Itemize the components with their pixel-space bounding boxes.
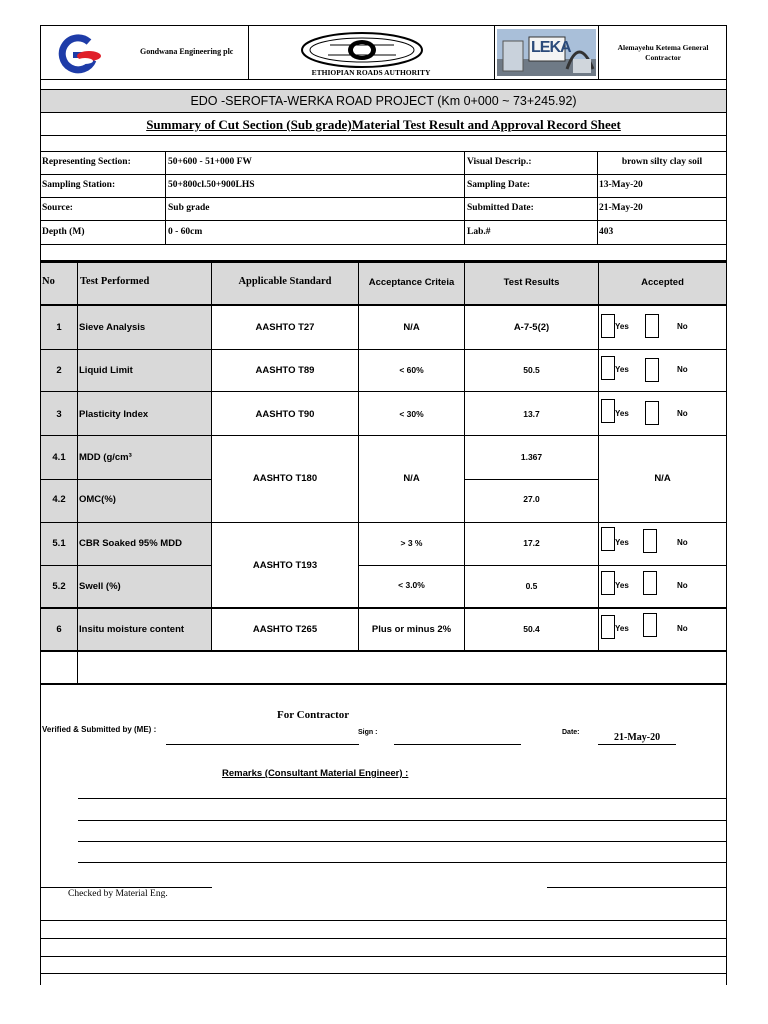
row-result: 17.2 (523, 538, 540, 548)
contractor-photo (497, 29, 596, 76)
checked-line (40, 887, 212, 888)
date-label: Date: (562, 729, 580, 736)
photo-sign-text: LEKA (531, 39, 571, 56)
company-logo (55, 34, 111, 79)
row-test: Liquid Limit (79, 365, 133, 376)
header-applicable-standard: Applicable Standard (238, 276, 332, 287)
border-line (40, 89, 727, 90)
date-value: 21-May-20 (614, 732, 661, 743)
remarks-line[interactable] (78, 841, 726, 842)
no-checkbox[interactable] (645, 314, 659, 338)
yes-checkbox[interactable] (601, 571, 615, 595)
submitted-date-label: Submitted Date: (467, 203, 534, 213)
group5-standard: AASHTO T193 (252, 560, 318, 571)
yes-checkbox[interactable] (601, 527, 615, 551)
border-line (40, 79, 727, 80)
authority-name: ETHIOPIAN ROADS AUTHORITY (311, 68, 431, 77)
checked-by-label: Checked by Material Eng. (68, 889, 168, 899)
approval-line (547, 887, 727, 888)
no-checkbox[interactable] (643, 613, 657, 637)
row-criteria: < 30% (399, 409, 424, 419)
sampling-station-label: Sampling Station: (42, 180, 116, 190)
visual-description-value: brown silty clay soil (621, 157, 703, 167)
sign-line[interactable] (394, 744, 521, 745)
contractor-line2: Contractor (645, 53, 681, 62)
row-criteria: < 60% (399, 365, 424, 375)
row-test: Swell (%) (79, 581, 121, 592)
remarks-line[interactable] (78, 862, 726, 863)
contractor-name (604, 43, 722, 63)
border-line (40, 135, 727, 136)
row-standard: AASHTO T27 (255, 322, 315, 333)
header-test-performed: Test Performed (80, 276, 150, 287)
row-criteria: N/A (403, 322, 420, 333)
row-result: 13.7 (523, 409, 540, 419)
yes-label: Yes (615, 538, 629, 547)
border-line (40, 112, 727, 113)
no-label: No (677, 409, 688, 418)
no-checkbox[interactable] (643, 529, 657, 553)
row-no: 1 (56, 322, 62, 333)
row-result: A-7-5(2) (513, 322, 550, 333)
yes-checkbox[interactable] (601, 356, 615, 380)
row-test: Sieve Analysis (79, 322, 146, 333)
sampling-date-label: Sampling Date: (467, 180, 531, 190)
sheet-title: Summary of Cut Section (Sub grade)Material Test Result and Approval Record Sheet (146, 117, 621, 132)
no-checkbox[interactable] (645, 401, 659, 425)
row-result: 1.367 (520, 452, 543, 462)
lab-number-label: Lab.# (467, 227, 491, 237)
yes-checkbox[interactable] (601, 314, 615, 338)
row-criteria: < 3.0% (398, 580, 425, 590)
company-name: Gondwana Engineering plc (140, 47, 234, 56)
no-label: No (677, 624, 688, 633)
border-line (40, 973, 727, 974)
row-test: CBR Soaked 95% MDD (79, 538, 182, 549)
border-line (40, 956, 727, 957)
yes-checkbox[interactable] (601, 399, 615, 423)
row-result: 50.5 (523, 365, 540, 375)
no-label: No (677, 581, 688, 590)
row-result: 0.5 (525, 581, 538, 591)
border-line (726, 25, 727, 985)
project-title: EDO -SEROFTA-WERKA ROAD PROJECT (Km 0+000 ~ 73+245.92) (190, 94, 577, 108)
row-criteria: Plus or minus 2% (371, 624, 452, 635)
remarks-line[interactable] (78, 820, 726, 821)
verified-label: Verified & Submitted by (ME) : (42, 725, 157, 734)
border-line (494, 25, 495, 79)
border-line (248, 25, 249, 79)
no-label: No (677, 365, 688, 374)
row-criteria: > 3 % (400, 538, 423, 548)
border-line (598, 25, 599, 79)
header-acceptance-criteria: Acceptance Criteia (368, 277, 455, 288)
row-result: 50.4 (523, 624, 540, 634)
row-no: 4.2 (52, 494, 66, 505)
submitted-date-value: 21-May-20 (599, 203, 643, 213)
no-label: No (677, 322, 688, 331)
contractor-line1: Alemayehu Ketema General (617, 43, 709, 52)
source-label: Source: (42, 203, 73, 213)
no-checkbox[interactable] (643, 571, 657, 595)
yes-label: Yes (615, 409, 629, 418)
row-no: 2 (56, 365, 62, 376)
header-no: No (42, 276, 55, 287)
visual-description-label: Visual Descrip.: (467, 157, 532, 167)
row-no: 3 (56, 409, 62, 420)
lab-number-value: 403 (599, 227, 614, 237)
for-contractor-heading: For Contractor (277, 709, 350, 721)
border-line (40, 25, 727, 26)
yes-label: Yes (615, 581, 629, 590)
border-line (40, 938, 727, 939)
representing-section-value: 50+600 - 51+000 FW (168, 157, 252, 167)
row-no: 5.1 (52, 538, 66, 549)
group4-criteria: N/A (403, 473, 420, 484)
header-test-results: Test Results (503, 277, 560, 288)
row-result: 27.0 (523, 494, 540, 504)
row-test: OMC(%) (79, 494, 116, 505)
remarks-line[interactable] (78, 798, 726, 799)
yes-label: Yes (615, 624, 629, 633)
source-value: Sub grade (168, 203, 210, 213)
yes-checkbox[interactable] (601, 615, 615, 639)
no-checkbox[interactable] (645, 358, 659, 382)
row-test: Plasticity Index (79, 409, 149, 420)
depth-value: 0 - 60cm (168, 227, 203, 237)
row-test: MDD (g/cm³ (79, 452, 132, 463)
representing-section-label: Representing Section: (42, 157, 131, 167)
row-no: 5.2 (52, 581, 66, 592)
sampling-station-value: 50+800cl.50+900LHS (168, 180, 255, 190)
yes-label: Yes (615, 365, 629, 374)
depth-label: Depth (M) (42, 227, 85, 237)
row-test: Insitu moisture content (79, 624, 185, 635)
row-standard: AASHTO T265 (252, 624, 318, 635)
sign-label: Sign : (358, 729, 378, 736)
row-no: 6 (56, 624, 62, 635)
group4-accepted: N/A (654, 473, 671, 484)
sampling-date-value: 13-May-20 (599, 180, 643, 190)
date-line (598, 744, 676, 745)
no-label: No (677, 538, 688, 547)
remarks-label: Remarks (Consultant Material Engineer) : (222, 768, 409, 779)
yes-label: Yes (615, 322, 629, 331)
border-line (40, 920, 727, 921)
group4-standard: AASHTO T180 (252, 473, 318, 484)
header-accepted: Accepted (641, 277, 684, 288)
row-no: 4.1 (52, 452, 66, 463)
verified-signature-line[interactable] (166, 744, 359, 745)
row-standard: AASHTO T90 (255, 409, 315, 420)
row-standard: AASHTO T89 (255, 365, 315, 376)
